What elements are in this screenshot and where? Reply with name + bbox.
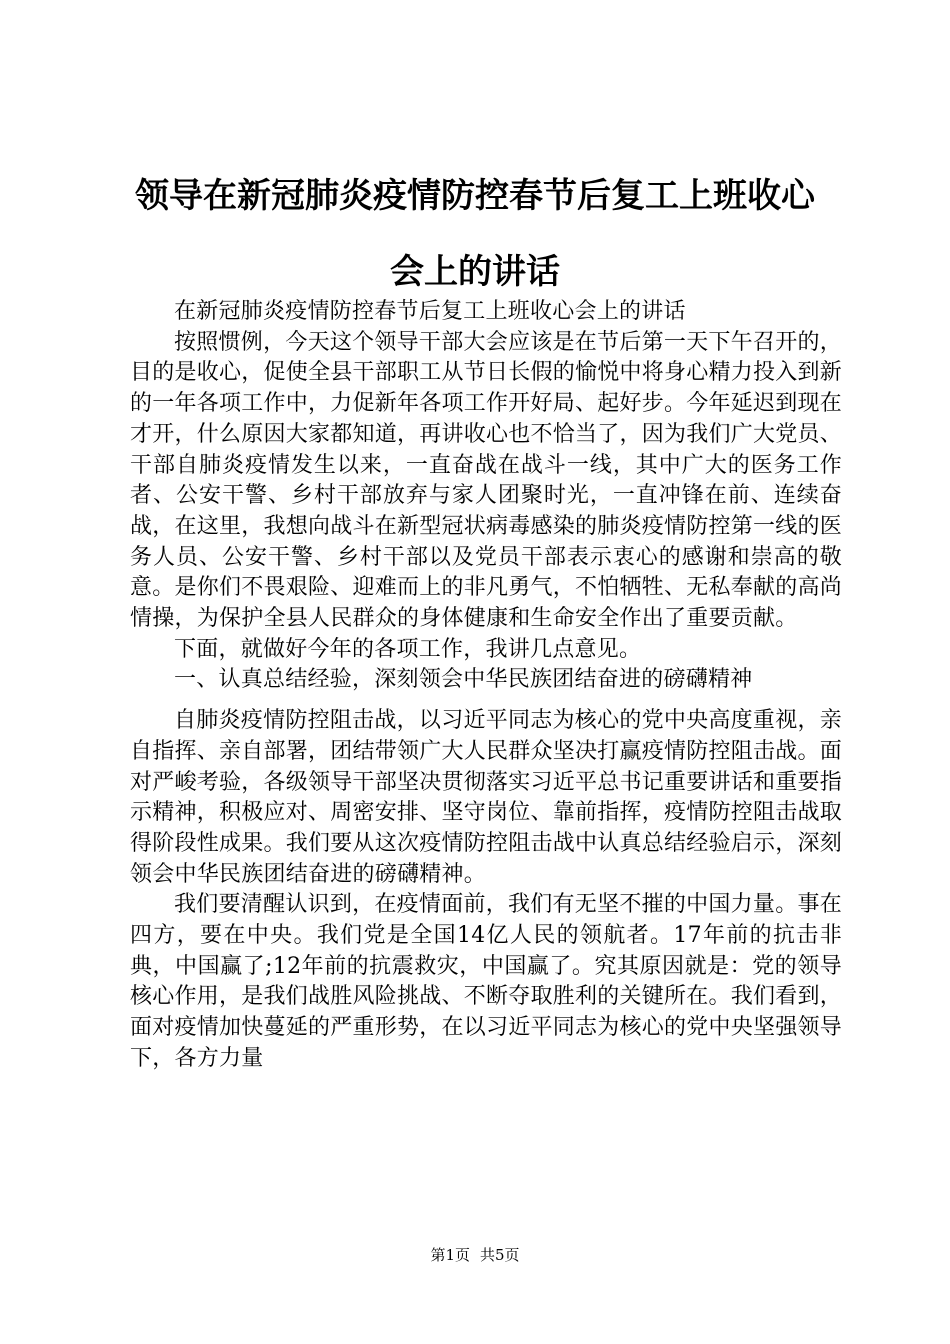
body-paragraph-china-strength: 我们要清醒认识到，在疫情面前，我们有无坚不摧的中国力量。事在四方，要在中央。我们党是全国14亿人民的领航者。17年前的抗击非典，中国赢了;12年前的抗震救灾，中国赢了。究其原因就是：党的领导核心作用，是我们战胜风险挑战、不断夺取胜利的关键所在。我们看到，面对疫情加快蔓延的严重形势，在以习近平同志为核心的党中央坚强领导下，各方力量	[130, 892, 843, 1071]
title-line-1: 领导在新冠肺炎疫情防控春节后复工上班收心	[135, 176, 815, 216]
page-total: 共5页	[480, 1246, 520, 1264]
section-heading-1: 一、认真总结经验，深刻领会中华民族团结奋进的磅礴精神	[174, 667, 753, 693]
body-paragraph-intro: 按照惯例，今天这个领导干部大会应该是在节后第一天下午召开的，目的是收心，促使全县干部职工从节日长假的愉悦中将身心精力投入到新的一年各项工作中，力促新年各项工作开好局、起好步。今年延迟到现在才开，什么原因大家都知道，再讲收心也不恰当了，因为我们广大党员、干部自肺炎疫情发生以来，一直奋战在战斗一线，其中广大的医务工作者、公安干警、乡村干部放弃与家人团聚时光，一直冲锋在前、连续奋战，在这里，我想向战斗在新型冠状病毒感染的肺炎疫情防控第一线的医务人员、公安干警、乡村干部以及党员干部表示衷心的感谢和崇高的敬意。是你们不畏艰险、迎难而上的非凡勇气，不怕牺牲、无私奉献的高尚情操，为保护全县人民群众的身体健康和生命安全作出了重要贡献。	[130, 329, 843, 632]
page-number: 第1页	[430, 1246, 470, 1264]
document-body	[130, 297, 842, 1075]
title-line-2: 会上的讲话	[390, 252, 560, 292]
body-paragraph-transition: 下面，就做好今年的各项工作，我讲几点意见。	[174, 636, 642, 662]
body-paragraph-section-1: 自肺炎疫情防控阻击战，以习近平同志为核心的党中央高度重视，亲自指挥、亲自部署，团结带领广大人民群众坚决打赢疫情防控阻击战。面对严峻考验，各级领导干部坚决贯彻落实习近平总书记重要讲话和重要指示精神，积极应对、周密安排、坚守岗位、靠前指挥，疫情防控阻击战取得阶段性成果。我们要从这次疫情防控阻击战中认真总结经验启示，深刻领会中华民族团结奋进的磅礴精神。	[130, 708, 843, 887]
body-paragraph-subtitle: 在新冠肺炎疫情防控春节后复工上班收心会上的讲话	[174, 299, 686, 324]
document-title	[90, 158, 860, 310]
page-footer	[0, 1244, 950, 1265]
